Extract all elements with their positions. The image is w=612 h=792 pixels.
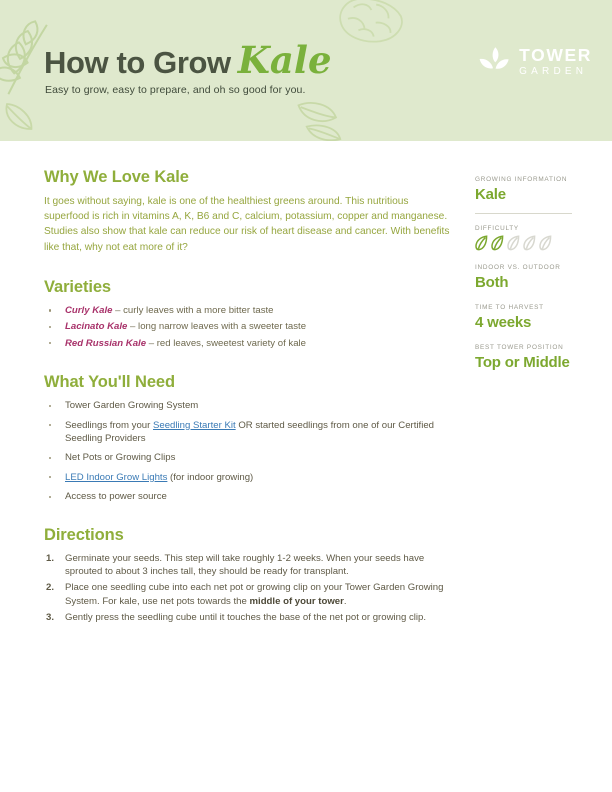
step-number: 1. <box>46 553 55 565</box>
step-number: 3. <box>46 611 55 623</box>
decorative-leaf-pair-icon <box>289 88 372 141</box>
list-item <box>44 304 450 317</box>
logo-text-tower: TOWER <box>519 44 592 65</box>
bullet-icon <box>49 405 51 407</box>
step-text-post: . <box>343 595 347 607</box>
label-difficulty: DIFFICULTY <box>475 225 519 232</box>
list-item <box>44 419 450 445</box>
difficulty-leaf-icon <box>523 235 536 251</box>
sidebar-group-indoor-outdoor <box>475 264 600 291</box>
led-indoor-grow-lights-link[interactable]: LED Indoor Grow Lights <box>65 471 168 483</box>
variety-desc: – long narrow leaves with a sweeter taste <box>127 321 307 333</box>
variety-desc: – curly leaves with a more bitter taste <box>112 304 274 316</box>
need-text: Seedlings from your <box>65 419 153 431</box>
page-header <box>0 0 612 141</box>
label-indoor-vs-outdoor: INDOOR VS. OUTDOOR <box>475 264 561 271</box>
variety-name: Curly Kale <box>65 304 113 316</box>
list-item <box>44 581 450 607</box>
page-title-script: Kale <box>237 38 332 82</box>
bullet-icon <box>49 342 51 344</box>
sidebar-group-growing-information <box>475 176 600 203</box>
need-text: Net Pots or Growing Clips <box>65 452 176 464</box>
value-growing-information: Kale <box>475 186 506 203</box>
sidebar-group-time-to-harvest <box>475 304 600 331</box>
list-item <box>44 451 450 464</box>
logo-text-garden: GARDEN <box>519 65 588 77</box>
leaf-logo-icon <box>478 46 510 77</box>
step-text: Place one seedling cube into each net pot or growing clip on your Tower Garden Growing System. For kale, use net pots towards the <box>65 582 444 607</box>
step-number: 2. <box>46 582 55 594</box>
page-title <box>44 38 331 82</box>
section-heading-needs: What You'll Need <box>44 373 175 392</box>
varieties-list <box>44 304 450 350</box>
value-best-tower-position: Top or Middle <box>475 354 570 371</box>
sidebar-group-tower-position <box>475 344 600 371</box>
list-item <box>44 320 450 333</box>
section-directions <box>44 526 450 624</box>
variety-name: Lacinato Kale <box>65 321 128 333</box>
decorative-small-leaf-icon <box>0 94 60 141</box>
label-time-to-harvest: TIME TO HARVEST <box>475 304 544 311</box>
section-varieties <box>44 278 450 350</box>
difficulty-leaf-icon <box>507 235 520 251</box>
sidebar-divider <box>475 213 572 214</box>
directions-list <box>44 552 450 624</box>
section-what-youll-need <box>44 373 450 503</box>
label-best-tower-position: BEST TOWER POSITION <box>475 344 564 351</box>
bullet-icon <box>49 457 51 459</box>
need-text-post: OR started seedlings from one of our Certified Seedling Providers <box>65 419 435 444</box>
page-title-main: How to Grow <box>44 45 231 80</box>
difficulty-leaf-icon <box>539 235 552 251</box>
list-item <box>44 399 450 412</box>
page-subtitle: Easy to grow, easy to prepare, and oh so good for you. <box>45 84 306 96</box>
value-indoor-vs-outdoor: Both <box>475 274 509 291</box>
tower-garden-logo <box>478 46 592 77</box>
bullet-icon <box>49 476 51 478</box>
list-item <box>44 490 450 503</box>
main-content <box>44 168 450 647</box>
section-why-we-love-kale <box>44 168 450 255</box>
section-heading-directions: Directions <box>44 526 124 545</box>
difficulty-leaf-icon <box>491 235 504 251</box>
bullet-icon <box>49 309 51 311</box>
why-paragraph: It goes without saying, kale is one of the healthiest greens around. This nutritious superfood is rich in vitamins A, K, B6 and C, calcium, potassium, copper and manganese. Studies also show that kale can reduce our risk of heart disease and cancer. With benefits like that, why not eat more of it? <box>44 196 450 253</box>
list-item <box>44 337 450 350</box>
decorative-kale-leaf-icon <box>329 0 413 51</box>
growing-information-sidebar <box>475 176 600 384</box>
list-item <box>44 611 450 624</box>
value-time-to-harvest: 4 weeks <box>475 314 532 331</box>
needs-list <box>44 399 450 503</box>
variety-desc: – red leaves, sweetest variety of kale <box>146 337 307 349</box>
need-text: Tower Garden Growing System <box>65 400 199 412</box>
section-heading-why: Why We Love Kale <box>44 168 189 186</box>
list-item <box>44 471 450 484</box>
variety-name: Red Russian Kale <box>65 337 147 349</box>
seedling-starter-kit-link[interactable]: Seedling Starter Kit <box>152 419 236 431</box>
bullet-icon <box>49 496 51 498</box>
sidebar-group-difficulty <box>475 225 600 251</box>
list-item <box>44 552 450 578</box>
difficulty-leaf-icon <box>475 235 488 251</box>
need-text: Access to power source <box>65 491 167 503</box>
difficulty-rating <box>475 235 600 251</box>
need-text-post: (for indoor growing) <box>167 471 254 483</box>
step-text: Germinate your seeds. This step will take roughly 1-2 weeks. When your seeds have sprouted to about 3 inches tall, they should be ready for transplant. <box>65 553 425 578</box>
bullet-icon <box>49 424 51 426</box>
bullet-icon <box>49 326 51 328</box>
label-growing-information: GROWING INFORMATION <box>475 176 568 183</box>
step-text-bold: middle of your tower <box>249 595 344 607</box>
section-heading-varieties: Varieties <box>44 277 111 296</box>
step-text: Gently press the seedling cube until it touches the base of the net pot or growing clip. <box>65 611 427 623</box>
